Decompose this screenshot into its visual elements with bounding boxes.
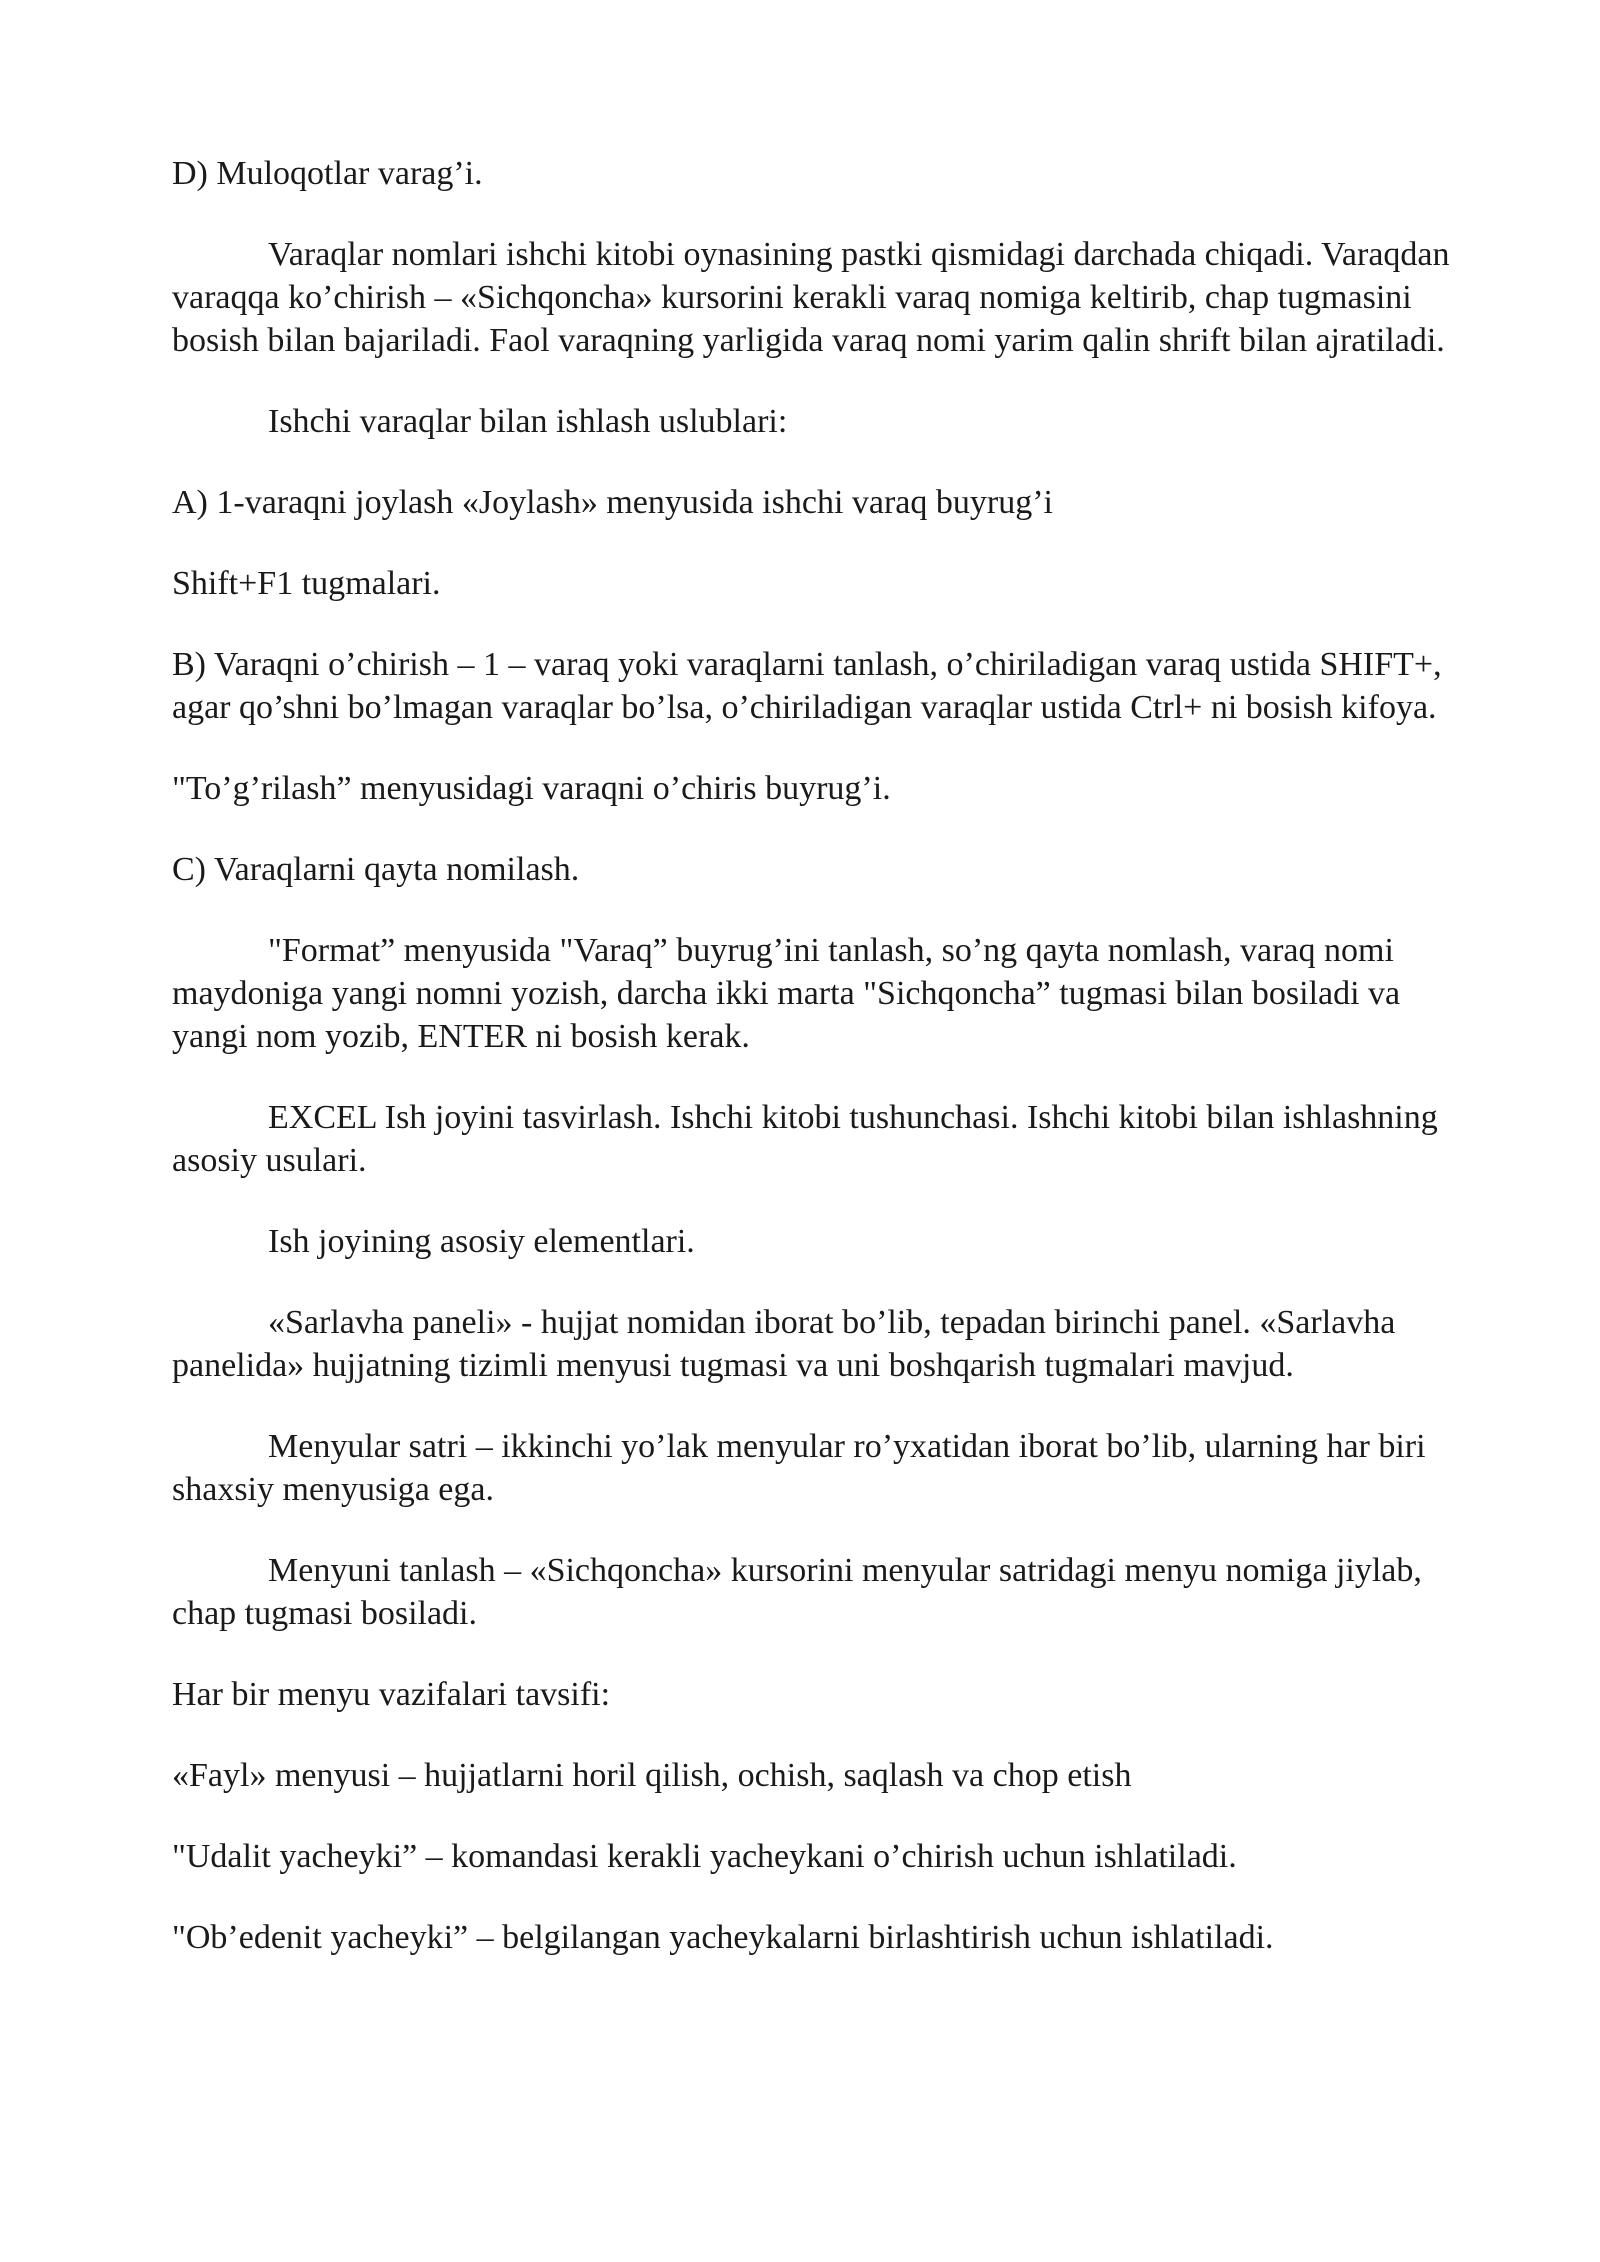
paragraph-item-b: B) Varaqni o’chirish – 1 – varaq yoki varaqlarni tanlash, o’chiriladigan varaq ustida SHIFT+, agar qo’shni bo’lmagan varaqlar bo’lsa, o’chiriladigan varaqlar ustida Ctrl+ ni bosish kifoya. (172, 646, 1442, 726)
paragraph-title-bar: «Sarlavha paneli» - hujjat nomidan iborat bo’lib, tepadan birinchi panel. «Sarlavha panelida» hujjatning tizimli menyusi tugmasi va uni boshqarish tugmalari mavjud. (172, 1304, 1396, 1384)
paragraph-shortcut: Shift+F1 tugmalari. (172, 565, 441, 602)
paragraph-file-menu: «Fayl» menyusi – hujjatlarni horil qilish, ochish, saqlash va chop etish (172, 1757, 1132, 1794)
paragraph-sheet-names: Varaqlar nomlari ishchi kitobi oynasining pastki qismidagi darchada chiqadi. Varaqdan varaqqa ko’chirish – «Sichqoncha» kursorini kerakli varaq nomiga keltirib, chap tugmasini bosish bilan bajariladi. Faol varaqning yarligida varaq nomi yarim qalin shrift bilan ajratiladi. (172, 236, 1450, 359)
paragraph-methods-title: Ishchi varaqlar bilan ishlash uslublari: (268, 403, 788, 440)
paragraph-excel-workspace: EXCEL Ish joyini tasvirlash. Ishchi kitobi tushunchasi. Ishchi kitobi bilan ishlashning asosiy usulari. (172, 1099, 1438, 1179)
paragraph-menu-select: Menyuni tanlash – «Sichqoncha» kursorini menyular satridagi menyu nomiga jiylab, chap tugmasi bosiladi. (172, 1552, 1422, 1632)
paragraph-main-elements: Ish joyining asosiy elementlari. (268, 1223, 695, 1260)
paragraph-menu-description: Har bir menyu vazifalari tavsifi: (172, 1676, 611, 1713)
paragraph-rename-steps: "Format” menyusida "Varaq” buyrug’ini tanlash, so’ng qayta nomlash, varaq nomi maydoniga yangi nomni yozish, darcha ikki marta "Sichqoncha” tugmasi bilan bosiladi va yangi nom yozib, ENTER ni bosish kerak. (172, 932, 1401, 1055)
paragraph-item-c: C) Varaqlarni qayta nomilash. (172, 851, 580, 888)
paragraph-heading-d: D) Muloqotlar varag’i. (172, 155, 483, 192)
paragraph-merge-cells: "Ob’edenit yacheyki” – belgilangan yacheykalarni birlashtirish uchun ishlatiladi. (172, 1919, 1274, 1956)
paragraph-delete-command: "To’g’rilash” menyusidagi varaqni o’chiris buyrug’i. (172, 770, 891, 807)
document-body (172, 152, 1472, 1997)
paragraph-menu-bar: Menyular satri – ikkinchi yo’lak menyular ro’yxatidan iborat bo’lib, ularning har biri shaxsiy menyusiga ega. (172, 1428, 1426, 1508)
paragraph-item-a: A) 1-varaqni joylash «Joylash» menyusida ishchi varaq buyrug’i (172, 484, 1053, 521)
paragraph-delete-cells: "Udalit yacheyki” – komandasi kerakli yacheykani o’chirish uchun ishlatiladi. (172, 1838, 1237, 1875)
